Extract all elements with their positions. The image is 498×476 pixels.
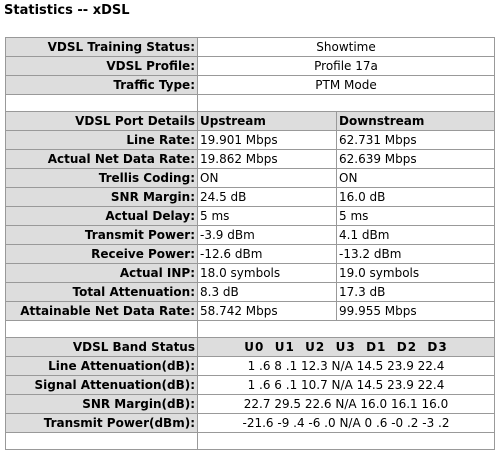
port-row-label: Trellis Coding: bbox=[6, 169, 198, 188]
band-status-header: VDSL Band Status bbox=[6, 338, 198, 357]
port-row-upstream: 58.742 Mbps bbox=[198, 302, 337, 321]
band-row-values: 1 .6 8 .1 12.3 N/A 14.5 23.9 22.4 bbox=[198, 357, 495, 376]
traffic-type-label: Traffic Type: bbox=[6, 76, 198, 95]
band-row bbox=[6, 376, 495, 395]
port-row-downstream: 99.955 Mbps bbox=[337, 302, 495, 321]
port-row bbox=[6, 245, 495, 264]
band-row bbox=[6, 395, 495, 414]
port-row bbox=[6, 169, 495, 188]
port-row-upstream: 8.3 dB bbox=[198, 283, 337, 302]
spacer-cell bbox=[198, 433, 495, 450]
port-row-upstream: -12.6 dBm bbox=[198, 245, 337, 264]
port-row-label: Attainable Net Data Rate: bbox=[6, 302, 198, 321]
spacer-cell bbox=[6, 433, 198, 450]
port-row-upstream: 5 ms bbox=[198, 207, 337, 226]
band-row-values: -21.6 -9 .4 -6 .0 N/A 0 .6 -0 .2 -3 .2 bbox=[198, 414, 495, 433]
port-row-downstream: ON bbox=[337, 169, 495, 188]
port-row-upstream: ON bbox=[198, 169, 337, 188]
spacer-cell bbox=[6, 95, 198, 112]
spacer-row bbox=[6, 433, 495, 450]
port-row-label: Actual Net Data Rate: bbox=[6, 150, 198, 169]
port-row-downstream: -13.2 dBm bbox=[337, 245, 495, 264]
band-row bbox=[6, 357, 495, 376]
spacer-cell bbox=[6, 321, 198, 338]
band-row-values: 22.7 29.5 22.6 N/A 16.0 16.1 16.0 bbox=[198, 395, 495, 414]
port-row bbox=[6, 150, 495, 169]
band-row-label: Line Attenuation(dB): bbox=[6, 357, 198, 376]
port-row-label: Actual Delay: bbox=[6, 207, 198, 226]
profile-label: VDSL Profile: bbox=[6, 57, 198, 76]
profile-row bbox=[6, 57, 495, 76]
port-row-downstream: 16.0 dB bbox=[337, 188, 495, 207]
port-details-header-row bbox=[6, 112, 495, 131]
band-columns-header: U0 U1 U2 U3 D1 D2 D3 bbox=[198, 338, 495, 357]
port-row bbox=[6, 226, 495, 245]
port-row-label: Receive Power: bbox=[6, 245, 198, 264]
port-row-upstream: 19.862 Mbps bbox=[198, 150, 337, 169]
port-row bbox=[6, 131, 495, 150]
spacer-cell bbox=[198, 321, 495, 338]
port-row-upstream: 19.901 Mbps bbox=[198, 131, 337, 150]
band-row bbox=[6, 414, 495, 433]
band-status-header-row bbox=[6, 338, 495, 357]
port-row bbox=[6, 188, 495, 207]
port-row-downstream: 5 ms bbox=[337, 207, 495, 226]
port-row-label: Transmit Power: bbox=[6, 226, 198, 245]
port-row-upstream: 24.5 dB bbox=[198, 188, 337, 207]
port-row-downstream: 62.639 Mbps bbox=[337, 150, 495, 169]
spacer-cell bbox=[198, 95, 495, 112]
port-row-label: Line Rate: bbox=[6, 131, 198, 150]
training-status-label: VDSL Training Status: bbox=[6, 38, 198, 57]
port-row bbox=[6, 264, 495, 283]
band-row-label: Signal Attenuation(dB): bbox=[6, 376, 198, 395]
traffic-type-row bbox=[6, 76, 495, 95]
band-row-label: SNR Margin(dB): bbox=[6, 395, 198, 414]
port-row-downstream: 4.1 dBm bbox=[337, 226, 495, 245]
port-details-header: VDSL Port Details bbox=[6, 112, 198, 131]
port-row-upstream: 18.0 symbols bbox=[198, 264, 337, 283]
downstream-header: Downstream bbox=[337, 112, 495, 131]
port-row-label: Total Attenuation: bbox=[6, 283, 198, 302]
band-row-label: Transmit Power(dBm): bbox=[6, 414, 198, 433]
spacer-row bbox=[6, 321, 495, 338]
port-row-downstream: 19.0 symbols bbox=[337, 264, 495, 283]
training-status-value: Showtime bbox=[198, 38, 495, 57]
page-title: Statistics -- xDSL bbox=[4, 3, 130, 18]
port-row-downstream: 62.731 Mbps bbox=[337, 131, 495, 150]
profile-value: Profile 17a bbox=[198, 57, 495, 76]
port-row bbox=[6, 302, 495, 321]
xdsl-statistics-table bbox=[5, 37, 495, 450]
training-status-row bbox=[6, 38, 495, 57]
port-row-label: SNR Margin: bbox=[6, 188, 198, 207]
spacer-row bbox=[6, 95, 495, 112]
traffic-type-value: PTM Mode bbox=[198, 76, 495, 95]
port-row-downstream: 17.3 dB bbox=[337, 283, 495, 302]
upstream-header: Upstream bbox=[198, 112, 337, 131]
port-row-label: Actual INP: bbox=[6, 264, 198, 283]
band-row-values: 1 .6 6 .1 10.7 N/A 14.5 23.9 22.4 bbox=[198, 376, 495, 395]
port-row bbox=[6, 207, 495, 226]
port-row bbox=[6, 283, 495, 302]
port-row-upstream: -3.9 dBm bbox=[198, 226, 337, 245]
